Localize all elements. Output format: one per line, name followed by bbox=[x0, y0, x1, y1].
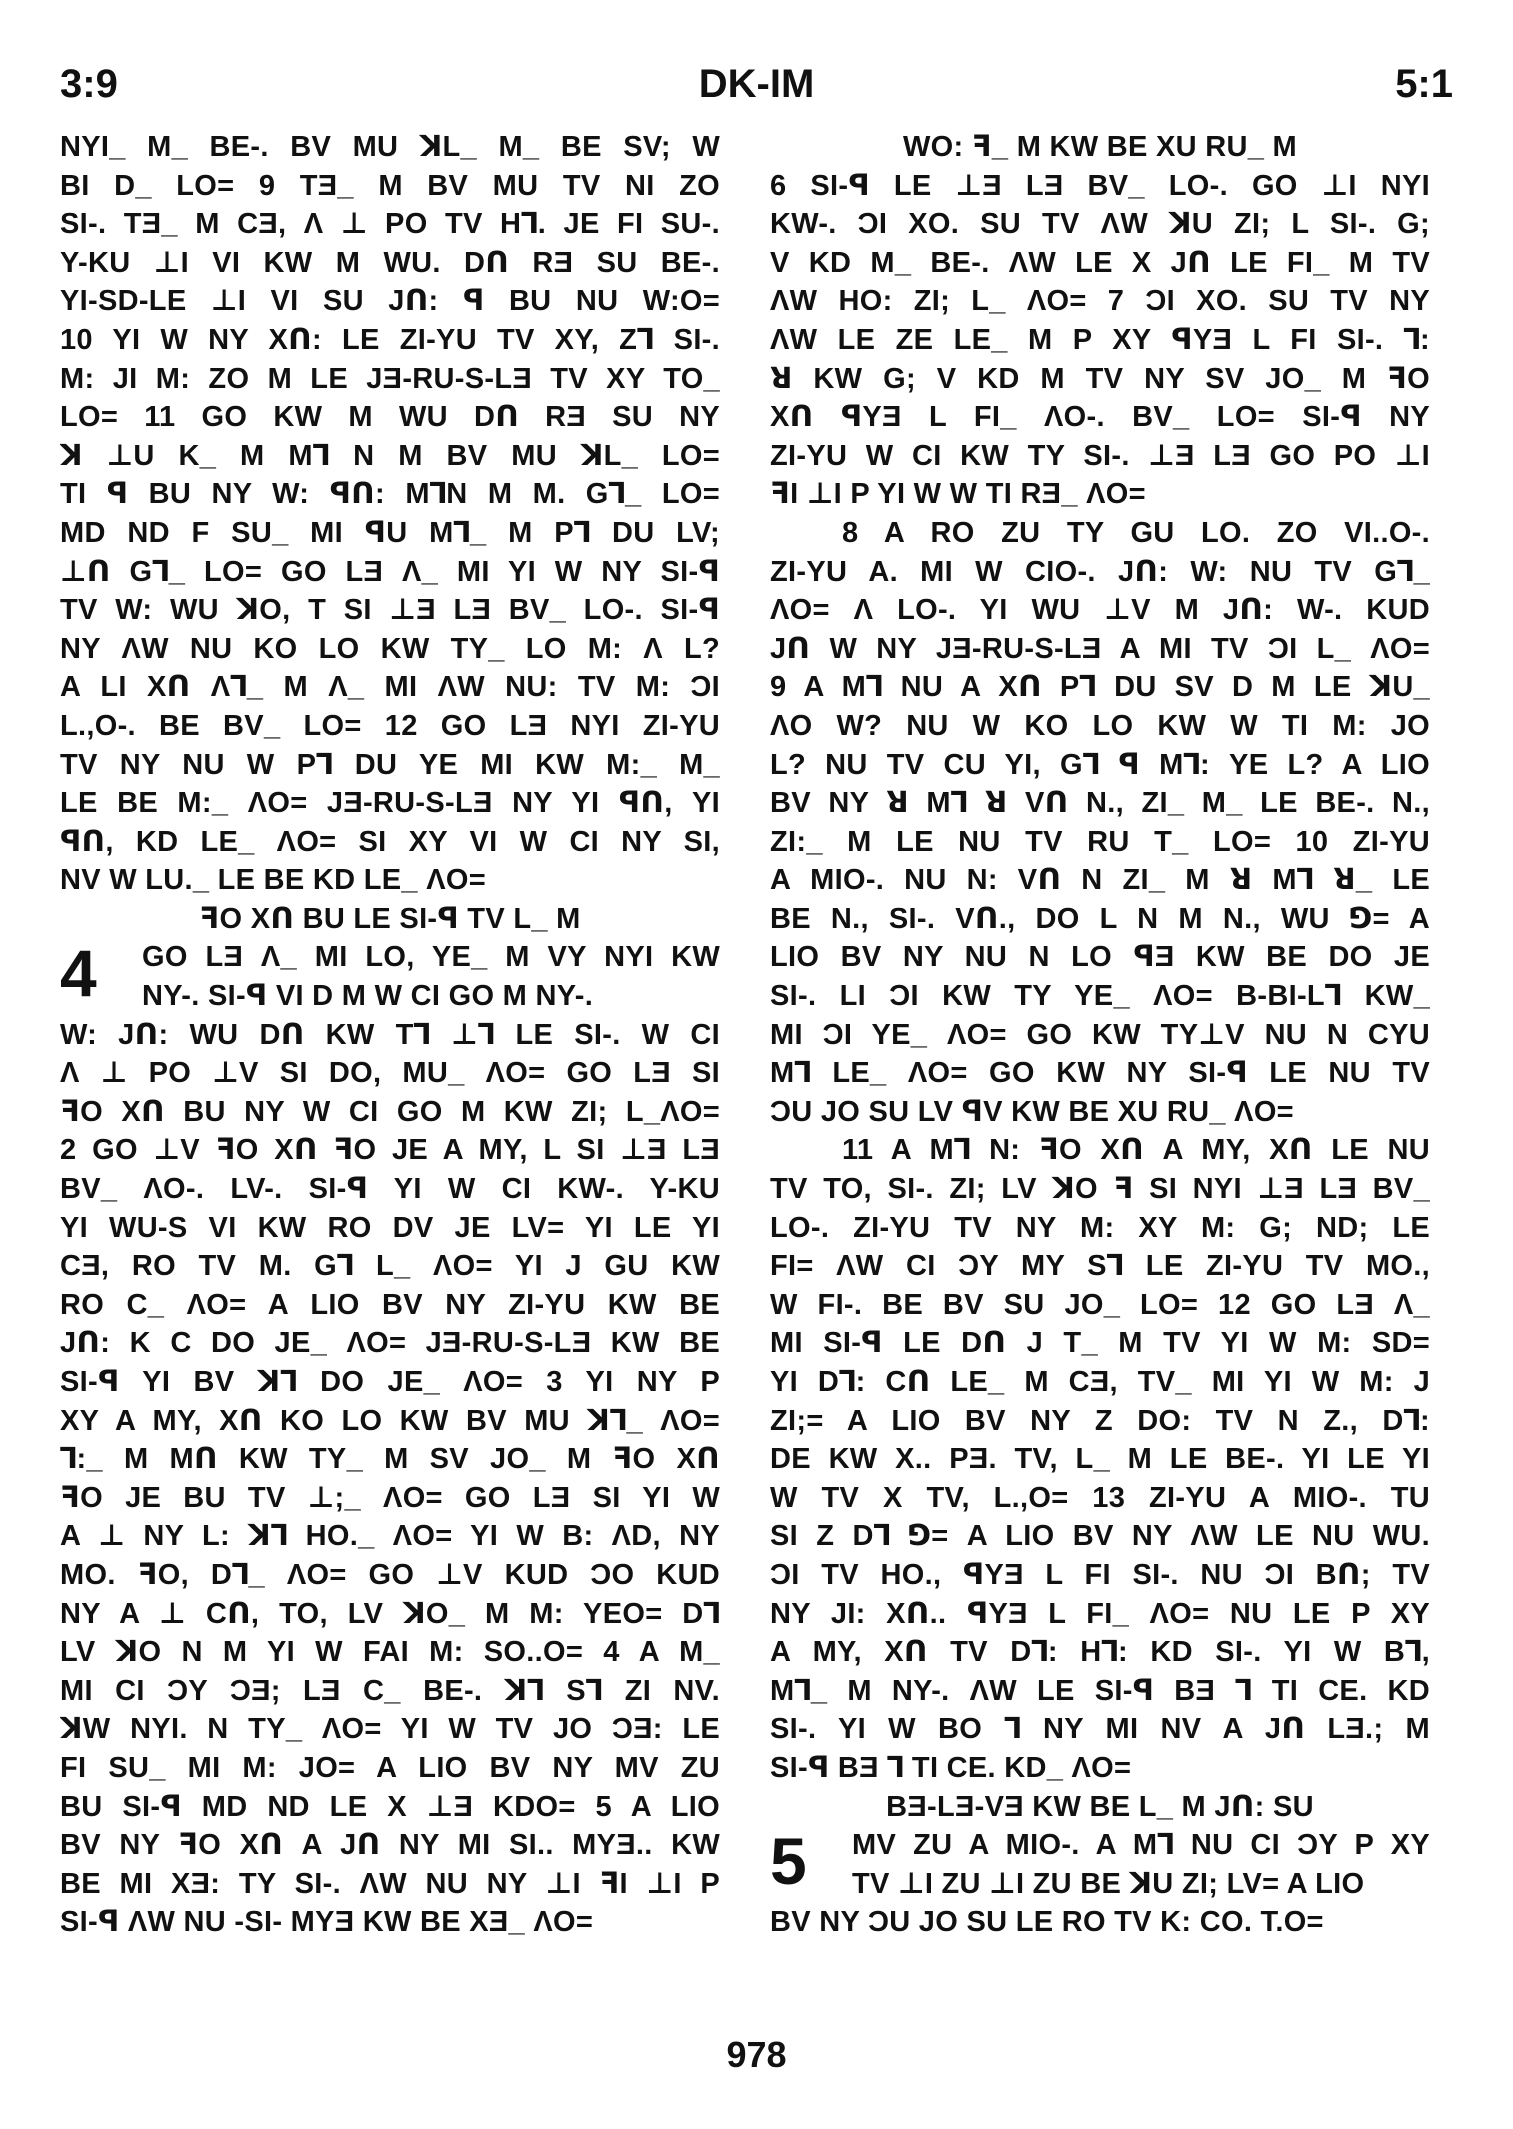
section-heading: BƎ-LƎ-VƎ KW BE L_ M Jꓵ: SU bbox=[886, 1790, 1314, 1823]
text-line: A ⊥ NY L: ꓘꓶ HO._ ΛO= YI W B: ΛD, NY bbox=[60, 1520, 720, 1553]
text-line: NY JI: Xꓵ.. ꟼYƎ L FI_ ΛO= NU LE P XY bbox=[770, 1597, 1430, 1630]
text-line: 9 A Mꓶ NU A Xꓵ Pꓶ DU SV D M LE ꓘU_ bbox=[770, 671, 1430, 704]
header-book-title: DK-IM bbox=[698, 62, 815, 106]
text-line: WO: ꟻ_ M KW BE XU RU_ M bbox=[902, 131, 1298, 163]
left-column bbox=[60, 128, 720, 1942]
text-line: ƆU JO SU LV ꟼV KW BE XU RU_ ΛO= bbox=[770, 1095, 1294, 1128]
page-number: 978 bbox=[726, 2034, 787, 2075]
text-line: NY-. SI-ꟼ VI D M W CI GO M NY-. bbox=[142, 980, 594, 1013]
text-line: TV TO, SI-. ZI; LV ꓘO ꟻ SI NYI ⊥Ǝ LƎ BV_ bbox=[770, 1173, 1430, 1206]
text-line: ꟻI ⊥I P YI W W TI RƎ_ ΛO= bbox=[770, 478, 1146, 511]
text-line: NV W LU._ LE BE KD LE_ ΛO= bbox=[60, 864, 486, 897]
text-line: DE KW X.. PƎ. TV, L_ M LE BE-. YI LE YI bbox=[770, 1443, 1430, 1476]
text-line: NY ΛW NU KO LO KW TY_ LO M: Λ L? bbox=[60, 632, 720, 665]
text-line: GO LƎ Λ_ MI LO, YE_ M VY NYI KW bbox=[142, 941, 720, 974]
paragraph bbox=[770, 1903, 1430, 1942]
text-line: Jꓵ W NY JƎ-RU-S-LƎ A MI TV ƆI L_ ΛO= bbox=[770, 632, 1430, 665]
chapter-section bbox=[770, 1826, 1430, 1903]
text-line: LO= 11 GO KW M WU Dꓵ RƎ SU NY bbox=[60, 401, 720, 434]
text-line: BE MI XƎ: TY SI-. ΛW NU NY ⊥I ꟻI ⊥I P bbox=[60, 1867, 720, 1900]
chapter-number: 5 bbox=[770, 1824, 808, 1899]
section-heading: ꟻO Xꓵ BU LE SI-ꟼ TV L_ M bbox=[199, 902, 581, 935]
text-line: ꓘ ⊥U K_ M Mꓶ N M BV MU ꓘL_ LO= bbox=[60, 439, 720, 472]
text-line: W TV X TV, L.,O= 13 ZI-YU A MIO-. TU bbox=[770, 1481, 1430, 1514]
text-line: ΛW HO: ZI; L_ ΛO= 7 ƆI XO. SU TV NY bbox=[770, 285, 1430, 318]
text-line: NYI_ M_ BE-. BV MU ꓘL_ M_ BE SV; W bbox=[60, 131, 720, 163]
text-line: ΛO W? NU W KO LO KW W TI M: JO bbox=[770, 709, 1430, 742]
text-line: BV NY ꟻO Xꓵ A Jꓵ NY MI SI.. MYƎ.. KW bbox=[60, 1829, 720, 1862]
text-line: BE N., SI-. Vꓵ., DO L N M N., WU ⅁= A bbox=[770, 902, 1430, 935]
text-line: RO C_ ΛO= A LIO BV NY ZI-YU KW BE bbox=[60, 1288, 720, 1321]
text-line: MO. ꟻO, Dꓶ_ ΛO= GO ⊥V KUD ƆO KUD bbox=[60, 1558, 720, 1591]
text-line: SI-. YI W BO ꓶ NY MI NV A Jꓵ LƎ.; M bbox=[770, 1713, 1430, 1746]
text-line: SI-ꟼ ΛW NU -SI- MYƎ KW BE XƎ_ ΛO= bbox=[60, 1906, 594, 1939]
text-line: TV W: WU ꓘO, T SI ⊥Ǝ LƎ BV_ LO-. SI-ꟼ bbox=[60, 594, 720, 627]
text-line: BV NY ꓤ Mꓶ ꓤ Vꓵ N., ZI_ M_ LE BE-. N., bbox=[770, 787, 1430, 820]
dropcap-lines bbox=[770, 1826, 1430, 1903]
text-line: CƎ, RO TV M. Gꓶ L_ ΛO= YI J GU KW bbox=[60, 1250, 720, 1283]
paragraph bbox=[60, 128, 720, 900]
text-line: M: JI M: ZO M LE JƎ-RU-S-LƎ TV XY TO_ bbox=[60, 362, 720, 395]
text-line: MV ZU A MIO-. A Mꓶ NU CI ƆY P XY bbox=[852, 1829, 1430, 1862]
paragraph bbox=[60, 1016, 720, 1942]
text-line: ƆI TV HO., ꟼYƎ L FI SI-. NU ƆI Bꓵ; TV bbox=[770, 1558, 1430, 1591]
text-line: BV_ ΛO-. LV-. SI-ꟼ YI W CI KW-. Y-KU bbox=[60, 1173, 720, 1206]
right-column bbox=[770, 128, 1430, 1942]
text-line: ꓤ KW G; V KD M TV NY SV JO_ M ꟻO bbox=[770, 362, 1430, 395]
text-line: LE BE M:_ ΛO= JƎ-RU-S-LƎ NY YI ꟼꓵ, YI bbox=[60, 787, 720, 820]
text-line: 8 A RO ZU TY GU LO. ZO VI..O-. bbox=[842, 516, 1430, 549]
text-line: NY A ⊥ Cꓵ, TO, LV ꓘO_ M M: YEO= Dꓶ bbox=[60, 1597, 720, 1630]
text-line: Λ ⊥ PO ⊥V SI DO, MU_ ΛO= GO LƎ SI bbox=[60, 1057, 720, 1090]
text-line: BI D_ LO= 9 TƎ_ M BV MU TV NI ZO bbox=[60, 169, 720, 202]
text-line: BV NY ƆU JO SU LE RO TV K: CO. T.O= bbox=[770, 1906, 1324, 1939]
text-line: 11 A Mꓶ N: ꟻO Xꓵ A MY, Xꓵ LE NU bbox=[842, 1134, 1430, 1167]
text-line: ΛO= Λ LO-. YI WU ⊥V M Jꓵ: W-. KUD bbox=[770, 594, 1430, 627]
text-line: ꓘW NYI. N TY_ ΛO= YI W TV JO ƆƎ: LE bbox=[60, 1713, 720, 1746]
header-chapter-verse-right: 5:1 bbox=[1395, 62, 1453, 106]
text-line: ΛW LE ZE LE_ M P XY ꟼYƎ L FI SI-. ꓶ: bbox=[770, 323, 1430, 356]
text-line: SI-. LI ƆI KW TY YE_ ΛO= B-BI-Lꓶ KW_ bbox=[770, 980, 1430, 1013]
text-line: L? NU TV CU YI, Gꓶ ꟼ Mꓶ: YE L? A LIO bbox=[770, 748, 1430, 781]
text-line: Xꓵ ꟼYƎ L FI_ ΛO-. BV_ LO= SI-ꟼ NY bbox=[770, 401, 1430, 434]
paragraph bbox=[770, 128, 1430, 514]
text-line: A MIO-. NU N: Vꓵ N ZI_ M ꓤ Mꓶ ꓤ_ LE bbox=[770, 864, 1430, 897]
text-line: BU SI-ꟼ MD ND LE X ⊥Ǝ KDO= 5 A LIO bbox=[60, 1790, 720, 1823]
text-line: Mꓶ LE_ ΛO= GO KW NY SI-ꟼ LE NU TV bbox=[770, 1057, 1430, 1090]
text-line: ZI-YU W CI KW TY SI-. ⊥Ǝ LƎ GO PO ⊥I bbox=[770, 439, 1430, 472]
text-line: ꟻO Xꓵ BU NY W CI GO M KW ZI; L_ΛO= bbox=[60, 1095, 720, 1128]
text-line: KW-. ƆI XO. SU TV ΛW ꓘU ZI; L SI-. G; bbox=[770, 208, 1430, 241]
text-line: 10 YI W NY Xꓵ: LE ZI-YU TV XY, Zꓶ SI-. bbox=[60, 323, 720, 356]
text-line: FI= ΛW CI ƆY MY Sꓶ LE ZI-YU TV MO., bbox=[770, 1250, 1430, 1283]
text-line: YI Dꓶ: Cꓵ LE_ M CƎ, TV_ MI YI W M: J bbox=[770, 1366, 1430, 1398]
text-line: V KD M_ BE-. ΛW LE X Jꓵ LE FI_ M TV bbox=[770, 246, 1430, 279]
text-line: MI CI ƆY ƆƎ; LƎ C_ BE-. ꓘꓶ Sꓶ ZI NV. bbox=[60, 1674, 720, 1707]
text-line: TI ꟼ BU NY W: ꟼꓵ: MꓶN M M. Gꓶ_ LO= bbox=[60, 478, 720, 511]
text-line: 2 GO ⊥V ꟻO Xꓵ ꟻO JE A MY, L SI ⊥Ǝ LƎ bbox=[60, 1134, 720, 1167]
text-line: TV ⊥I ZU ⊥I ZU BE ꓘU ZI; LV= A LIO bbox=[852, 1867, 1365, 1900]
text-line: XY A MY, Xꓵ KO LO KW BV MU ꓘꓶ_ ΛO= bbox=[60, 1404, 720, 1437]
text-line: W: Jꓵ: WU Dꓵ KW Tꓶ ⊥ꓶ LE SI-. W CI bbox=[60, 1018, 720, 1051]
text-line: SI-. TƎ_ M CƎ, Λ ⊥ PO TV Hꓶ. JE FI SU-. bbox=[60, 208, 720, 241]
text-line: L.,O-. BE BV_ LO= 12 GO LƎ NYI ZI-YU bbox=[60, 709, 720, 742]
chapter-number: 4 bbox=[60, 936, 98, 1011]
text-line: ꟼꓵ, KD LE_ ΛO= SI XY VI W CI NY SI, bbox=[60, 825, 720, 858]
text-line: Mꓶ_ M NY-. ΛW LE SI-ꟼ BƎ ꓶ TI CE. KD bbox=[770, 1674, 1430, 1707]
text-line: SI-ꟼ BƎ ꓶ TI CE. KD_ ΛO= bbox=[770, 1751, 1132, 1784]
text-line: Jꓵ: K C DO JE_ ΛO= JƎ-RU-S-LƎ KW BE bbox=[60, 1327, 720, 1360]
text-line: TV NY NU W Pꓶ DU YE MI KW M:_ M_ bbox=[60, 748, 720, 781]
text-line: ZI:_ M LE NU TV RU T_ LO= 10 ZI-YU bbox=[770, 825, 1430, 858]
text-line: MI SI-ꟼ LE Dꓵ J T_ M TV YI W M: SD= bbox=[770, 1327, 1430, 1360]
text-line: ꟻO JE BU TV ⊥;_ ΛO= GO LƎ SI YI W bbox=[60, 1481, 720, 1514]
chapter-section bbox=[60, 938, 720, 1015]
dropcap-lines bbox=[60, 938, 720, 1015]
text-line: ZI-YU A. MI W CIO-. Jꓵ: W: NU TV Gꓶ_ bbox=[770, 555, 1430, 588]
text-line: ZI;= A LIO BV NY Z DO: TV N Z., Dꓶ: bbox=[770, 1404, 1430, 1437]
text-line: ⊥ꓵ Gꓶ_ LO= GO LƎ Λ_ MI YI W NY SI-ꟼ bbox=[60, 555, 720, 588]
header-chapter-verse-left: 3:9 bbox=[60, 62, 118, 106]
text-line: MD ND F SU_ MI ꟼU Mꓶ_ M Pꓶ DU LV; bbox=[60, 516, 720, 549]
text-line: Y-KU ⊥I VI KW M WU. Dꓵ RƎ SU BE-. bbox=[60, 246, 720, 279]
text-line: A LI Xꓵ Λꓶ_ M Λ_ MI ΛW NU: TV M: ƆI bbox=[60, 671, 720, 704]
text-line: W FI-. BE BV SU JO_ LO= 12 GO LƎ Λ_ bbox=[770, 1288, 1430, 1321]
text-line: LO-. ZI-YU TV NY M: XY M: G; ND; LE bbox=[770, 1211, 1430, 1244]
paragraph bbox=[770, 1131, 1430, 1787]
text-line: 6 SI-ꟼ LE ⊥Ǝ LƎ BV_ LO-. GO ⊥I NYI bbox=[770, 169, 1430, 202]
text-line: YI-SD-LE ⊥I VI SU Jꓵ: ꟼ BU NU W:O= bbox=[60, 285, 720, 318]
paragraph bbox=[770, 514, 1430, 1132]
text-line: A MY, Xꓵ TV Dꓶ: Hꓶ: KD SI-. YI W Bꓶ, bbox=[770, 1636, 1430, 1669]
text-line: ꓶ:_ M Mꓵ KW TY_ M SV JO_ M ꟻO Xꓵ bbox=[60, 1443, 720, 1476]
text-line: LV ꓘO N M YI W FAI M: SO..O= 4 A M_ bbox=[60, 1636, 720, 1669]
text-line: MI ƆI YE_ ΛO= GO KW TY⊥V NU N CYU bbox=[770, 1018, 1430, 1051]
text-line: SI-ꟼ YI BV ꓘꓶ DO JE_ ΛO= 3 YI NY P bbox=[60, 1366, 720, 1398]
text-line: FI SU_ MI M: JO= A LIO BV NY MV ZU bbox=[60, 1751, 720, 1784]
text-line: LIO BV NY NU N LO ꟼƎ KW BE DO JE bbox=[770, 941, 1430, 974]
text-line: YI WU-S VI KW RO DV JE LV= YI LE YI bbox=[60, 1211, 720, 1244]
text-line: SI Z Dꓶ ⅁= A LIO BV NY ΛW LE NU WU. bbox=[770, 1520, 1430, 1553]
